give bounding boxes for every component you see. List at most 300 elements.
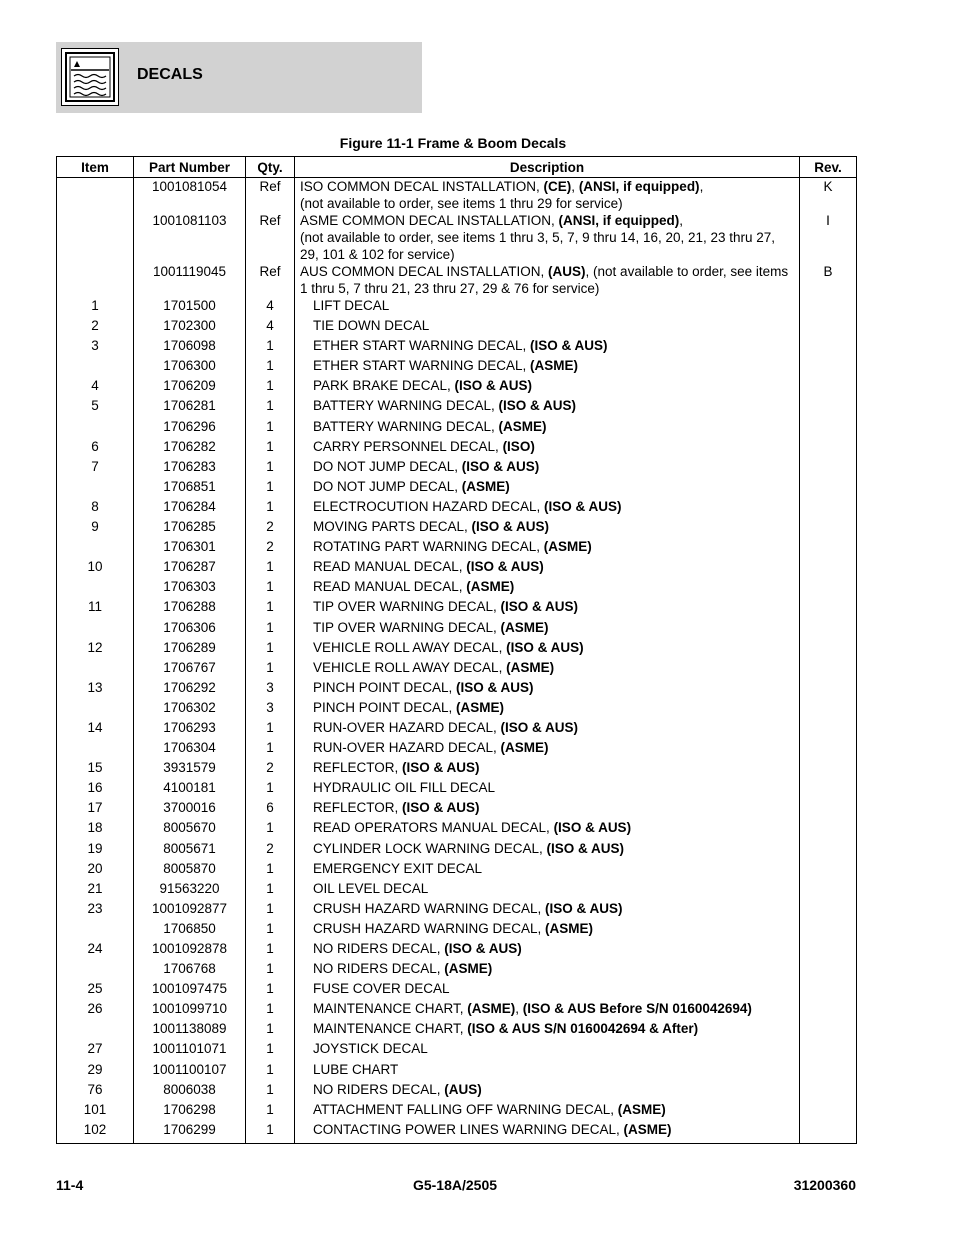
parts-table	[56, 156, 857, 1144]
table-row	[57, 598, 857, 618]
part-number-cell: 8005671	[134, 840, 246, 860]
item-cell: 17	[57, 799, 134, 819]
description-text: ,	[515, 1001, 523, 1017]
rev-cell	[800, 719, 857, 739]
qty-cell: 2	[246, 840, 295, 860]
description-cell	[295, 438, 800, 458]
column-header-part-number: Part Number	[134, 157, 246, 178]
item-cell: 3	[57, 337, 134, 357]
description-qualifier: (ISO & AUS)	[461, 458, 540, 474]
description-text: HYDRAULIC OIL FILL DECAL	[313, 780, 496, 796]
qty-cell: 1	[246, 1081, 295, 1101]
qty-cell: 1	[246, 940, 295, 960]
table-row	[57, 317, 857, 337]
description-qualifier: (ISO & AUS)	[454, 378, 533, 394]
qty-cell: 4	[246, 297, 295, 317]
table-row	[57, 498, 857, 518]
item-cell: 4	[57, 377, 134, 397]
description-qualifier: (ISO & AUS)	[506, 639, 584, 655]
table-row	[57, 900, 857, 920]
item-cell: 26	[57, 1000, 134, 1020]
description-text: CRUSH HAZARD WARNING DECAL,	[313, 920, 546, 936]
rev-cell	[800, 659, 857, 679]
rev-cell	[800, 357, 857, 377]
item-cell: 12	[57, 639, 134, 659]
rev-cell	[800, 679, 857, 699]
item-cell: 23	[57, 900, 134, 920]
item-cell	[57, 418, 134, 438]
description-qualifier: (ISO & AUS)	[444, 941, 522, 956]
description-cell	[295, 297, 800, 317]
item-cell	[57, 212, 134, 263]
description-qualifier: (ISO & AUS)	[456, 679, 534, 695]
qty-cell: 1	[246, 438, 295, 458]
part-number-cell: 1702300	[134, 317, 246, 337]
rev-cell	[800, 699, 857, 719]
description-text: (not available to order, see items 1 thru 29 for service)	[300, 196, 623, 211]
qty-cell: 1	[246, 659, 295, 679]
rev-cell	[800, 418, 857, 438]
description-cell	[295, 518, 800, 538]
qty-cell: 2	[246, 518, 295, 538]
description-text: CONTACTING POWER LINES WARNING DECAL,	[313, 1121, 624, 1137]
description-cell	[295, 337, 800, 357]
rev-cell	[800, 317, 857, 337]
item-cell: 8	[57, 498, 134, 518]
part-number-cell: 1701500	[134, 297, 246, 317]
item-cell	[57, 659, 134, 679]
description-text: ROTATING PART WARNING DECAL,	[313, 539, 544, 555]
description-qualifier: (ISO & AUS)	[500, 719, 579, 735]
description-qualifier: (ASME)	[500, 740, 549, 756]
table-row	[57, 960, 857, 980]
item-cell: 1	[57, 297, 134, 317]
column-header-item: Item	[57, 157, 134, 178]
description-qualifier: (ASME)	[530, 358, 579, 374]
table-row	[57, 759, 857, 779]
description-cell	[295, 659, 800, 679]
description-text: MAINTENANCE CHART,	[313, 1001, 468, 1017]
description-text: EMERGENCY EXIT DECAL	[313, 860, 483, 876]
description-text: LIFT DECAL	[313, 298, 390, 313]
description-cell	[295, 619, 800, 639]
qty-cell: 1	[246, 478, 295, 498]
rev-cell	[800, 1040, 857, 1060]
table-row	[57, 1101, 857, 1121]
item-cell	[57, 538, 134, 558]
table-row	[57, 1040, 857, 1060]
part-number-cell: 4100181	[134, 779, 246, 799]
qty-cell: 1	[246, 458, 295, 478]
rev-cell	[800, 980, 857, 1000]
description-cell	[295, 263, 800, 297]
description-qualifier: (ISO & AUS)	[498, 398, 577, 414]
rev-cell	[800, 619, 857, 639]
description-text: DO NOT JUMP DECAL,	[313, 478, 462, 494]
table-row	[57, 880, 857, 900]
qty-cell: 1	[246, 960, 295, 980]
description-cell	[295, 799, 800, 819]
qty-cell: 1	[246, 357, 295, 377]
table-row	[57, 178, 857, 213]
description-text: RUN-OVER HAZARD DECAL,	[313, 740, 501, 756]
description-text: READ MANUAL DECAL,	[313, 579, 467, 595]
item-cell: 2	[57, 317, 134, 337]
qty-cell: 1	[246, 1101, 295, 1121]
table-row	[57, 980, 857, 1000]
item-cell	[57, 619, 134, 639]
table-row	[57, 558, 857, 578]
section-title: DECALS	[137, 66, 203, 83]
description-qualifier: (ISO & AUS)	[544, 498, 622, 514]
description-text: CARRY PERSONNEL DECAL,	[313, 438, 503, 454]
description-qualifier: (ISO & AUS S/N 0160042694 & After)	[467, 1021, 699, 1037]
rev-cell	[800, 1121, 857, 1144]
rev-cell	[800, 598, 857, 618]
description-cell	[295, 212, 800, 263]
column-header-qty: Qty.	[246, 157, 295, 178]
qty-cell: 1	[246, 1121, 295, 1144]
table-row	[57, 478, 857, 498]
table-row	[57, 438, 857, 458]
item-cell: 9	[57, 518, 134, 538]
description-text: REFLECTOR,	[313, 760, 403, 776]
description-cell	[295, 458, 800, 478]
description-text: NO RIDERS DECAL,	[313, 961, 445, 977]
item-cell: 15	[57, 759, 134, 779]
description-text: VEHICLE ROLL AWAY DECAL,	[313, 659, 507, 675]
item-cell	[57, 920, 134, 940]
description-text: BATTERY WARNING DECAL,	[313, 398, 499, 414]
rev-cell	[800, 397, 857, 417]
table-row	[57, 458, 857, 478]
item-cell: 7	[57, 458, 134, 478]
description-text: ,	[699, 179, 704, 194]
description-qualifier: (AUS)	[548, 264, 586, 279]
rev-cell	[800, 840, 857, 860]
table-row	[57, 619, 857, 639]
description-text: RUN-OVER HAZARD DECAL,	[313, 719, 501, 735]
description-text: PINCH POINT DECAL,	[313, 699, 457, 715]
table-row	[57, 920, 857, 940]
part-number-cell: 1706304	[134, 739, 246, 759]
table-row	[57, 578, 857, 598]
rev-cell	[800, 458, 857, 478]
table-row	[57, 212, 857, 263]
qty-cell: 1	[246, 1000, 295, 1020]
description-qualifier: (CE)	[543, 179, 572, 194]
description-qualifier: (ISO)	[502, 438, 535, 454]
item-cell	[57, 478, 134, 498]
description-qualifier: (ASME)	[506, 659, 555, 675]
rev-cell	[800, 538, 857, 558]
part-number-cell: 1001092877	[134, 900, 246, 920]
item-cell: 102	[57, 1121, 134, 1144]
table-row	[57, 799, 857, 819]
qty-cell: 1	[246, 779, 295, 799]
description-qualifier: (ANSI, if equipped)	[578, 179, 700, 194]
item-cell	[57, 1020, 134, 1040]
description-qualifier: (ASME)	[543, 539, 592, 555]
description-qualifier: (ASME)	[623, 1121, 672, 1137]
table-row	[57, 719, 857, 739]
qty-cell: 1	[246, 639, 295, 659]
description-text: , (not available to order, see items 1 thru 5, 7 thru 21, 23 thru 27, 29 & 76 for service)	[300, 264, 789, 296]
table-row	[57, 397, 857, 417]
rev-cell	[800, 1061, 857, 1081]
description-qualifier: (ISO & AUS Before S/N 0160042694)	[522, 1001, 752, 1017]
qty-cell: Ref	[246, 212, 295, 263]
description-qualifier: (ISO & AUS)	[530, 338, 608, 354]
table-row	[57, 337, 857, 357]
item-cell: 16	[57, 779, 134, 799]
description-cell	[295, 940, 800, 960]
part-number-cell: 1001081054	[134, 178, 246, 213]
rev-cell	[800, 438, 857, 458]
part-number-cell: 8005870	[134, 860, 246, 880]
part-number-cell: 1706285	[134, 518, 246, 538]
rev-cell	[800, 639, 857, 659]
rev-cell	[800, 558, 857, 578]
rev-cell	[800, 759, 857, 779]
part-number-cell: 1706296	[134, 418, 246, 438]
description-cell	[295, 819, 800, 839]
document-number: 31200360	[793, 1177, 856, 1193]
description-cell	[295, 920, 800, 940]
rev-cell	[800, 920, 857, 940]
rev-cell	[800, 860, 857, 880]
description-cell	[295, 418, 800, 438]
rev-cell	[800, 900, 857, 920]
description-text: TIE DOWN DECAL	[313, 318, 430, 334]
part-number-cell: 1706289	[134, 639, 246, 659]
item-cell	[57, 699, 134, 719]
item-cell: 101	[57, 1101, 134, 1121]
description-text: CRUSH HAZARD WARNING DECAL,	[313, 900, 546, 916]
rev-cell	[800, 1000, 857, 1020]
description-cell	[295, 1121, 800, 1144]
part-number-cell: 1706284	[134, 498, 246, 518]
description-text: ATTACHMENT FALLING OFF WARNING DECAL,	[313, 1101, 618, 1117]
description-qualifier: (ASME)	[500, 619, 549, 635]
description-qualifier: (ASME)	[545, 920, 594, 936]
table-row	[57, 819, 857, 839]
item-cell	[57, 578, 134, 598]
description-cell	[295, 1040, 800, 1060]
part-number-cell: 1706850	[134, 920, 246, 940]
table-row	[57, 1000, 857, 1020]
table-row	[57, 377, 857, 397]
qty-cell: 3	[246, 699, 295, 719]
table-row	[57, 1121, 857, 1144]
part-number-cell: 3931579	[134, 759, 246, 779]
qty-cell: 1	[246, 558, 295, 578]
rev-cell	[800, 940, 857, 960]
rev-cell	[800, 799, 857, 819]
description-text: CYLINDER LOCK WARNING DECAL,	[313, 840, 547, 856]
description-text: MAINTENANCE CHART,	[313, 1021, 468, 1037]
description-text: TIP OVER WARNING DECAL,	[313, 619, 501, 635]
description-text: NO RIDERS DECAL,	[313, 941, 445, 956]
description-text: ASME COMMON DECAL INSTALLATION,	[300, 213, 559, 228]
rev-cell	[800, 819, 857, 839]
part-number-cell: 1706768	[134, 960, 246, 980]
item-cell: 25	[57, 980, 134, 1000]
qty-cell: 1	[246, 819, 295, 839]
table-row	[57, 518, 857, 538]
part-number-cell: 1706287	[134, 558, 246, 578]
column-header-description: Description	[295, 157, 800, 178]
table-row	[57, 263, 857, 297]
part-number-cell: 1706767	[134, 659, 246, 679]
part-number-cell: 1001081103	[134, 212, 246, 263]
part-number-cell: 1706306	[134, 619, 246, 639]
part-number-cell: 1706300	[134, 357, 246, 377]
part-number-cell: 1706292	[134, 679, 246, 699]
rev-cell	[800, 1081, 857, 1101]
description-cell	[295, 699, 800, 719]
description-qualifier: (ISO & AUS)	[402, 760, 480, 776]
table-header-row	[57, 157, 857, 178]
description-text: ISO COMMON DECAL INSTALLATION,	[300, 179, 544, 194]
part-number-cell: 1706281	[134, 397, 246, 417]
description-qualifier: (ISO & AUS)	[466, 559, 544, 575]
part-number-cell: 3700016	[134, 799, 246, 819]
description-text: ,	[571, 179, 579, 194]
rev-cell	[800, 880, 857, 900]
qty-cell: 1	[246, 1061, 295, 1081]
part-number-cell: 1706288	[134, 598, 246, 618]
description-text: MOVING PARTS DECAL,	[313, 519, 472, 535]
item-cell	[57, 739, 134, 759]
part-number-cell: 1706301	[134, 538, 246, 558]
description-text: PARK BRAKE DECAL,	[313, 378, 455, 394]
description-cell	[295, 980, 800, 1000]
item-cell: 14	[57, 719, 134, 739]
rev-cell	[800, 377, 857, 397]
qty-cell: 1	[246, 719, 295, 739]
qty-cell: 4	[246, 317, 295, 337]
description-qualifier: (ISO & AUS)	[402, 800, 480, 816]
part-number-cell: 1706283	[134, 458, 246, 478]
table-row	[57, 1020, 857, 1040]
description-cell	[295, 639, 800, 659]
part-number-cell: 1706293	[134, 719, 246, 739]
description-cell	[295, 397, 800, 417]
qty-cell: 1	[246, 397, 295, 417]
description-cell	[295, 578, 800, 598]
part-number-cell: 1706299	[134, 1121, 246, 1144]
qty-cell: 1	[246, 498, 295, 518]
description-cell	[295, 538, 800, 558]
description-cell	[295, 478, 800, 498]
description-qualifier: (ASME)	[461, 478, 510, 494]
qty-cell: 1	[246, 1040, 295, 1060]
part-number-cell: 1706302	[134, 699, 246, 719]
description-cell	[295, 1000, 800, 1020]
description-text: LUBE CHART	[313, 1061, 399, 1077]
description-text: ,	[679, 213, 684, 228]
description-text: ELECTROCUTION HAZARD DECAL,	[313, 498, 545, 514]
table-row	[57, 659, 857, 679]
description-qualifier: (ISO & AUS)	[500, 599, 579, 615]
qty-cell: 1	[246, 980, 295, 1000]
table-row	[57, 699, 857, 719]
part-number-cell: 1001101071	[134, 1040, 246, 1060]
description-qualifier: (ASME)	[456, 699, 505, 715]
qty-cell: 1	[246, 578, 295, 598]
table-row	[57, 840, 857, 860]
rev-cell	[800, 518, 857, 538]
description-cell	[295, 880, 800, 900]
description-cell	[295, 558, 800, 578]
rev-cell	[800, 1101, 857, 1121]
rev-cell	[800, 498, 857, 518]
description-cell	[295, 840, 800, 860]
item-cell: 20	[57, 860, 134, 880]
qty-cell: 1	[246, 880, 295, 900]
table-row	[57, 860, 857, 880]
description-qualifier: (AUS)	[444, 1081, 482, 1097]
description-qualifier: (ISO & AUS)	[546, 840, 625, 856]
rev-cell: B	[800, 263, 857, 297]
description-cell	[295, 1061, 800, 1081]
item-cell: 18	[57, 819, 134, 839]
description-cell	[295, 900, 800, 920]
description-cell	[295, 759, 800, 779]
description-cell	[295, 779, 800, 799]
description-text: ETHER START WARNING DECAL,	[313, 358, 531, 374]
description-cell	[295, 357, 800, 377]
part-number-cell: 1001138089	[134, 1020, 246, 1040]
description-text: ETHER START WARNING DECAL,	[313, 338, 531, 354]
description-text: READ MANUAL DECAL,	[313, 559, 467, 575]
qty-cell: 6	[246, 799, 295, 819]
model-number: G5-18A/2505	[412, 1177, 498, 1193]
part-number-cell: 8006038	[134, 1081, 246, 1101]
qty-cell: 1	[246, 598, 295, 618]
qty-cell: 1	[246, 418, 295, 438]
item-cell	[57, 960, 134, 980]
table-row	[57, 1061, 857, 1081]
qty-cell: 1	[246, 920, 295, 940]
description-qualifier: (ISO & AUS)	[471, 519, 550, 535]
item-cell: 24	[57, 940, 134, 960]
description-cell	[295, 1081, 800, 1101]
rev-cell	[800, 297, 857, 317]
qty-cell: 1	[246, 739, 295, 759]
description-text: OIL LEVEL DECAL	[313, 880, 429, 896]
description-cell	[295, 377, 800, 397]
item-cell: 10	[57, 558, 134, 578]
description-cell	[295, 860, 800, 880]
description-cell	[295, 739, 800, 759]
description-qualifier: (ANSI, if equipped)	[558, 213, 680, 228]
rev-cell: I	[800, 212, 857, 263]
description-qualifier: (ASME)	[617, 1101, 666, 1117]
part-number-cell: 1706851	[134, 478, 246, 498]
table-row	[57, 1081, 857, 1101]
description-qualifier: (ASME)	[467, 1001, 516, 1017]
figure-title: Figure 11-1 Frame & Boom Decals	[339, 135, 567, 151]
item-cell	[57, 263, 134, 297]
description-cell	[295, 598, 800, 618]
description-text: READ OPERATORS MANUAL DECAL,	[313, 820, 554, 836]
item-cell: 19	[57, 840, 134, 860]
description-cell	[295, 1101, 800, 1121]
qty-cell: 1	[246, 619, 295, 639]
description-qualifier: (ASME)	[444, 961, 493, 977]
